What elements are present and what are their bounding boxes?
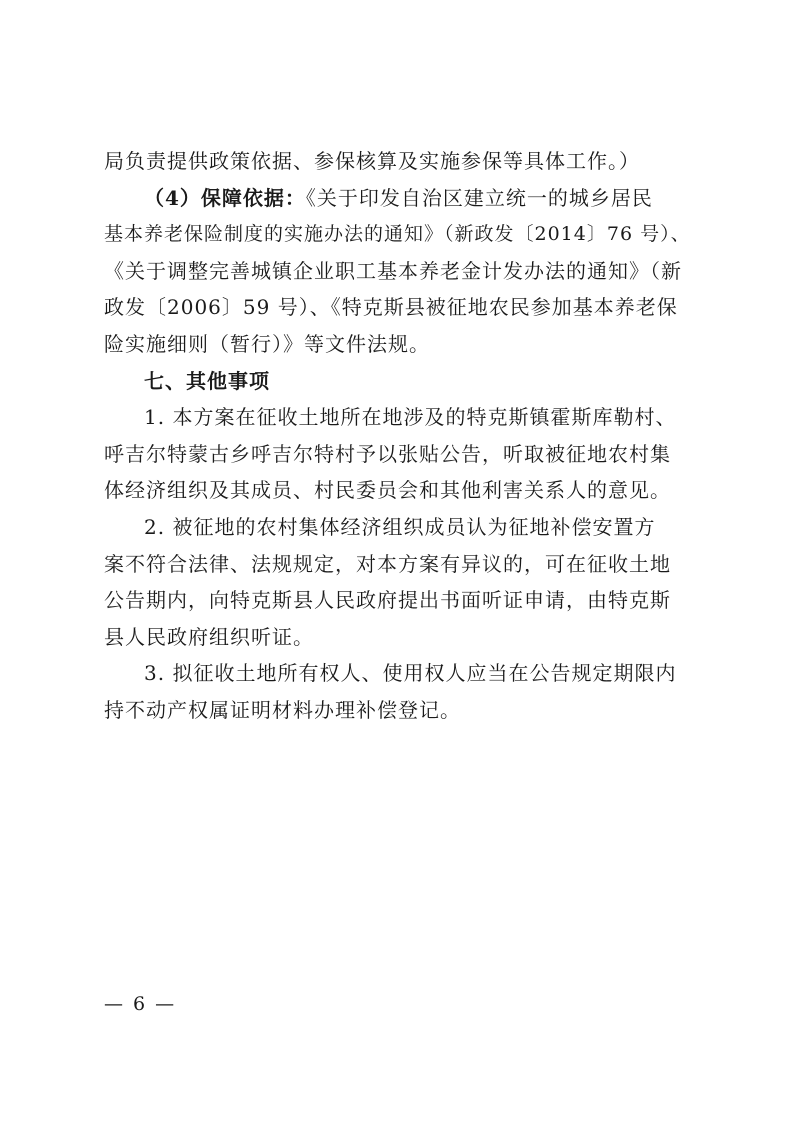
line-text: 2. 被征地的农村集体经济组织成员认为征地补偿安置方: [144, 514, 656, 539]
text-line-16: [104, 692, 696, 729]
section-label-guarantee-basis: （4）保障依据：: [144, 185, 306, 210]
text-line-15: [104, 655, 696, 692]
line-text: 公告期内，向特克斯县人民政府提出书面听证申请，由特克斯: [104, 588, 671, 613]
text-line-12: [104, 546, 696, 583]
line-text: 持不动产权属证明材料办理补偿登记。: [104, 697, 461, 722]
text-line-6: [104, 326, 696, 363]
line-text: 体经济组织及其成员、村民委员会和其他利害关系人的意见。: [104, 478, 671, 503]
text-line-14: [104, 619, 696, 656]
line-text: 险实施细则（暂行）》等文件法规。: [104, 331, 430, 356]
line-text: 《关于印发自治区建立统一的城乡居民: [305, 185, 653, 210]
text-line-8: [104, 399, 696, 436]
line-text: 呼吉尔特蒙古乡呼吉尔特村予以张贴公告，听取被征地农村集: [104, 441, 671, 466]
line-text: 基本养老保险制度的实施办法的通知》（新政发〔2014〕76 号）、: [104, 223, 691, 246]
line-text: 政发〔2006〕59 号）、《特克斯县被征地农民参加基本养老保: [104, 295, 678, 320]
document-body: [104, 143, 696, 729]
line-text: 《关于调整完善城镇企业职工基本养老金计发办法的通知》（新: [104, 258, 682, 283]
text-line-10: [104, 472, 696, 509]
text-line-2: [104, 180, 696, 217]
text-line-11: [104, 509, 696, 546]
text-line-13: [104, 582, 696, 619]
page-number: — 6 —: [104, 993, 177, 1015]
line-text: 局负责提供政策依据、参保核算及实施参保等具体工作。）: [104, 149, 640, 173]
text-line-5: [104, 289, 696, 326]
line-text: 县人民政府组织听证。: [104, 624, 314, 649]
text-line-3: [104, 216, 696, 253]
text-line-9: [104, 436, 696, 473]
section-heading-other-matters: [104, 363, 696, 400]
line-text: 1. 本方案在征收土地所在地涉及的特克斯镇霍斯库勒村、: [144, 405, 677, 430]
text-line-1: [104, 143, 696, 180]
section-heading-text: 七、其他事项: [144, 368, 270, 393]
line-text: 案不符合法律、法规规定，对本方案有异议的，可在征收土地: [104, 551, 671, 576]
text-line-4: [104, 253, 696, 290]
line-text: 3. 拟征收土地所有权人、使用权人应当在公告规定期限内: [144, 661, 677, 686]
